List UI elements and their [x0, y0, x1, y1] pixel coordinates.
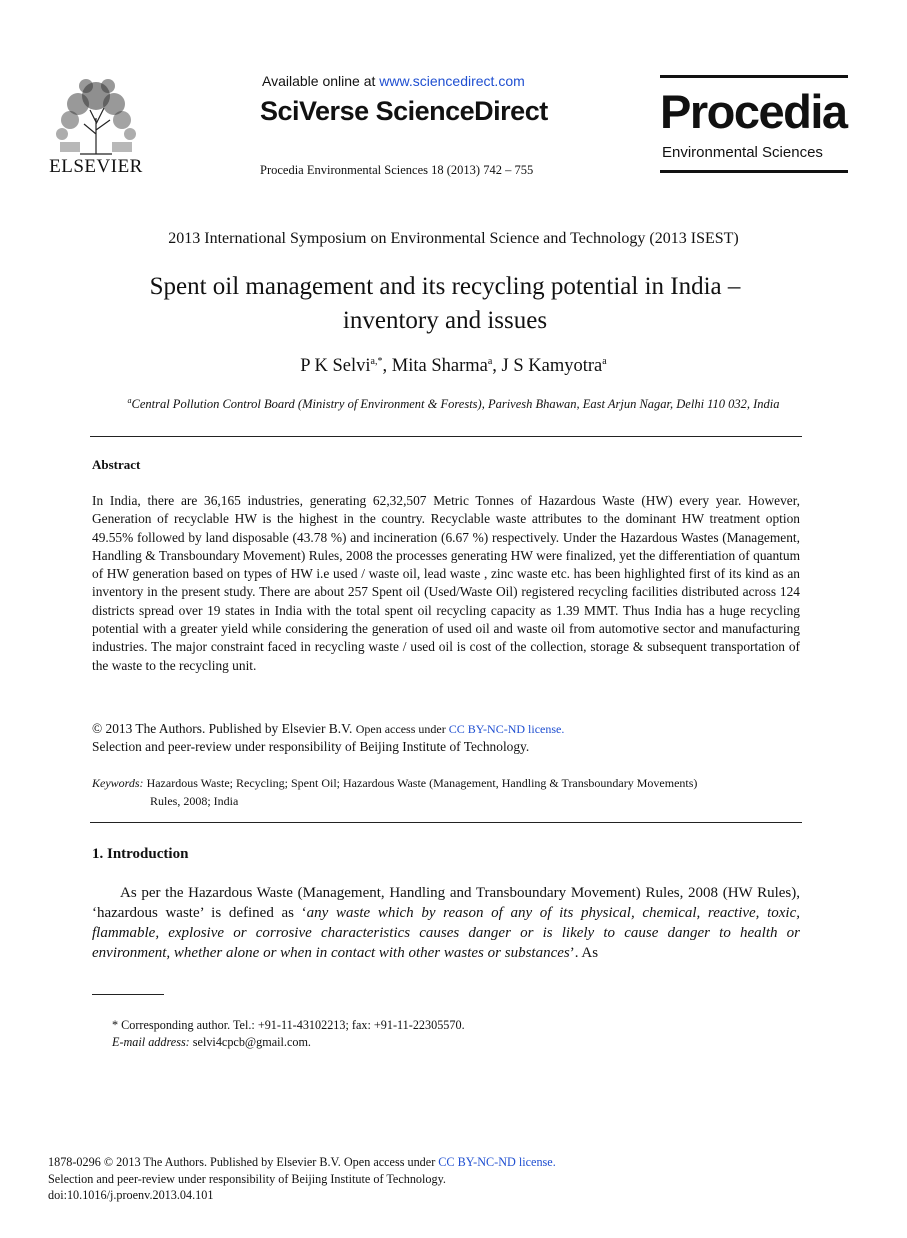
email-address: selvi4cpcb@gmail.com.	[189, 1035, 311, 1049]
doi: doi:10.1016/j.proenv.2013.04.101	[48, 1188, 214, 1202]
title-line-2: inventory and issues	[342, 307, 548, 334]
affiliation-sup: a	[127, 396, 132, 405]
affiliation-text: Central Pollution Control Board (Ministry of Environment & Forests), Parivesh Bhawan, East Arjun Nagar, Delhi 110 032, India	[131, 397, 780, 412]
author-list	[0, 356, 907, 377]
conference-name: 2013 International Symposium on Environmental Science and Technology (2013 ISEST)	[168, 230, 739, 247]
license-link[interactable]: CC BY-NC-ND license.	[448, 722, 565, 736]
page-footer	[48, 1154, 556, 1204]
intro-text-b: , ‘hazardous waste’ is defined as ‘	[92, 885, 800, 921]
footnote-rule	[92, 994, 164, 995]
paper-title	[90, 270, 800, 338]
intro-text-c: ’. As	[569, 945, 599, 961]
available-online	[262, 73, 525, 89]
procedia-logo: Procedia	[660, 85, 847, 138]
corresponding-author: * Corresponding author. Tel.: +91-11-43102213; fax: +91-11-22305570.	[112, 1018, 465, 1032]
author-sep: ,	[492, 356, 502, 377]
keywords-line-1: Hazardous Waste; Recycling; Spent Oil; Hazardous Waste (Management, Handling & Transboundary Movements)	[143, 776, 698, 790]
keywords-line-2: Rules, 2008; India	[150, 794, 239, 808]
abstract-heading: Abstract	[92, 457, 141, 472]
copyright-block	[92, 720, 564, 756]
author-sup: a	[602, 356, 607, 367]
keywords-block	[92, 774, 800, 810]
author-sup: a	[487, 356, 493, 367]
procedia-top-rule	[660, 75, 848, 78]
copyright-text: © 2013 The Authors. Published by Elsevier B.V.	[92, 721, 356, 736]
intro-definition: any waste which by reason of any of its physical, chemical, reactive, toxic, flammable, explosive or corrosive characteristics causes danger or is likely to cause danger to health or environment, whether alone or when in contact with other wastes or substances	[92, 905, 801, 961]
email-label: E-mail address:	[112, 1035, 190, 1049]
footnote	[112, 1017, 465, 1051]
journal-citation: Procedia Environmental Sciences 18 (2013) 742 – 755	[260, 163, 534, 177]
intro-text-a: As per the Hazardous Waste (Management, Handling and Transboundary Movement) Rules, 2008 (HW Rules)	[120, 885, 797, 901]
author-name: P K Selvi	[300, 356, 371, 377]
procedia-subtitle: Environmental Sciences	[662, 144, 823, 161]
author-name: Mita Sharma	[391, 356, 488, 377]
sciverse-logo: SciVerse ScienceDirect	[260, 96, 548, 126]
abstract-body: In India, there are 36,165 industries, generating 62,32,507 Metric Tonnes of Hazardous Waste (HW) every year. However, Generation of recyclable HW is the highest in the country. Recyclable waste attributes to the dominant HW treatment option 49.55% followed by land disposable (43.78 %) and incineration (6.67 %) respectively. Under the Hazardous Wastes (Management, Handling & Transboundary Movement) Rules, 2008 the processes generating HW were finalized, yet the differentiation of quantum of HW generation based on types of HW i.e used / waste oil, lead waste , zinc waste etc. has been highlighted first of its kind as an inventory in the present study. There are about 257 Spent oil (Used/Waste Oil) registered recycling facilities distributed across 124 districts spread over 19 states in India with the total spent oil recycling capacity as 1.39 MMT. Thus India has a huge recycling potential with a greater yield while considering the generation of used oil and waste oil from automotive sector and manufacturing industries. The major constraint faced in recycling waste / used oil is cost of the collection, storage & subsequent transportation of the waste to the recycling unit.	[92, 493, 800, 673]
author-sup: a,*	[370, 356, 383, 367]
title-line-1: Spent oil management and its recycling potential in India –	[149, 273, 741, 300]
procedia-bottom-rule	[660, 170, 848, 173]
keywords-label: Keywords:	[92, 776, 144, 790]
issn-line: 1878-0296 © 2013 The Authors. Published by Elsevier B.V. Open access under	[48, 1155, 439, 1169]
elsevier-wordmark: ELSEVIER	[49, 156, 143, 177]
open-access-text: Open access under	[355, 722, 449, 736]
intro-paragraph	[92, 883, 800, 963]
available-prefix: Available online at	[262, 73, 380, 89]
divider-top	[90, 436, 802, 437]
affiliation	[0, 396, 907, 412]
author-sep: ,	[382, 356, 392, 377]
sciencedirect-link[interactable]: www.sciencedirect.com	[379, 73, 525, 89]
divider-bottom	[90, 822, 802, 823]
footer-license-link[interactable]: CC BY-NC-ND license.	[438, 1155, 556, 1169]
footer-peer-review: Selection and peer-review under responsibility of Beijing Institute of Technology.	[48, 1171, 446, 1186]
peer-review-text: Selection and peer-review under responsibility of Beijing Institute of Technology.	[92, 739, 530, 754]
section-heading: 1. Introduction	[92, 846, 189, 862]
author-name: J S Kamyotra	[501, 356, 603, 377]
